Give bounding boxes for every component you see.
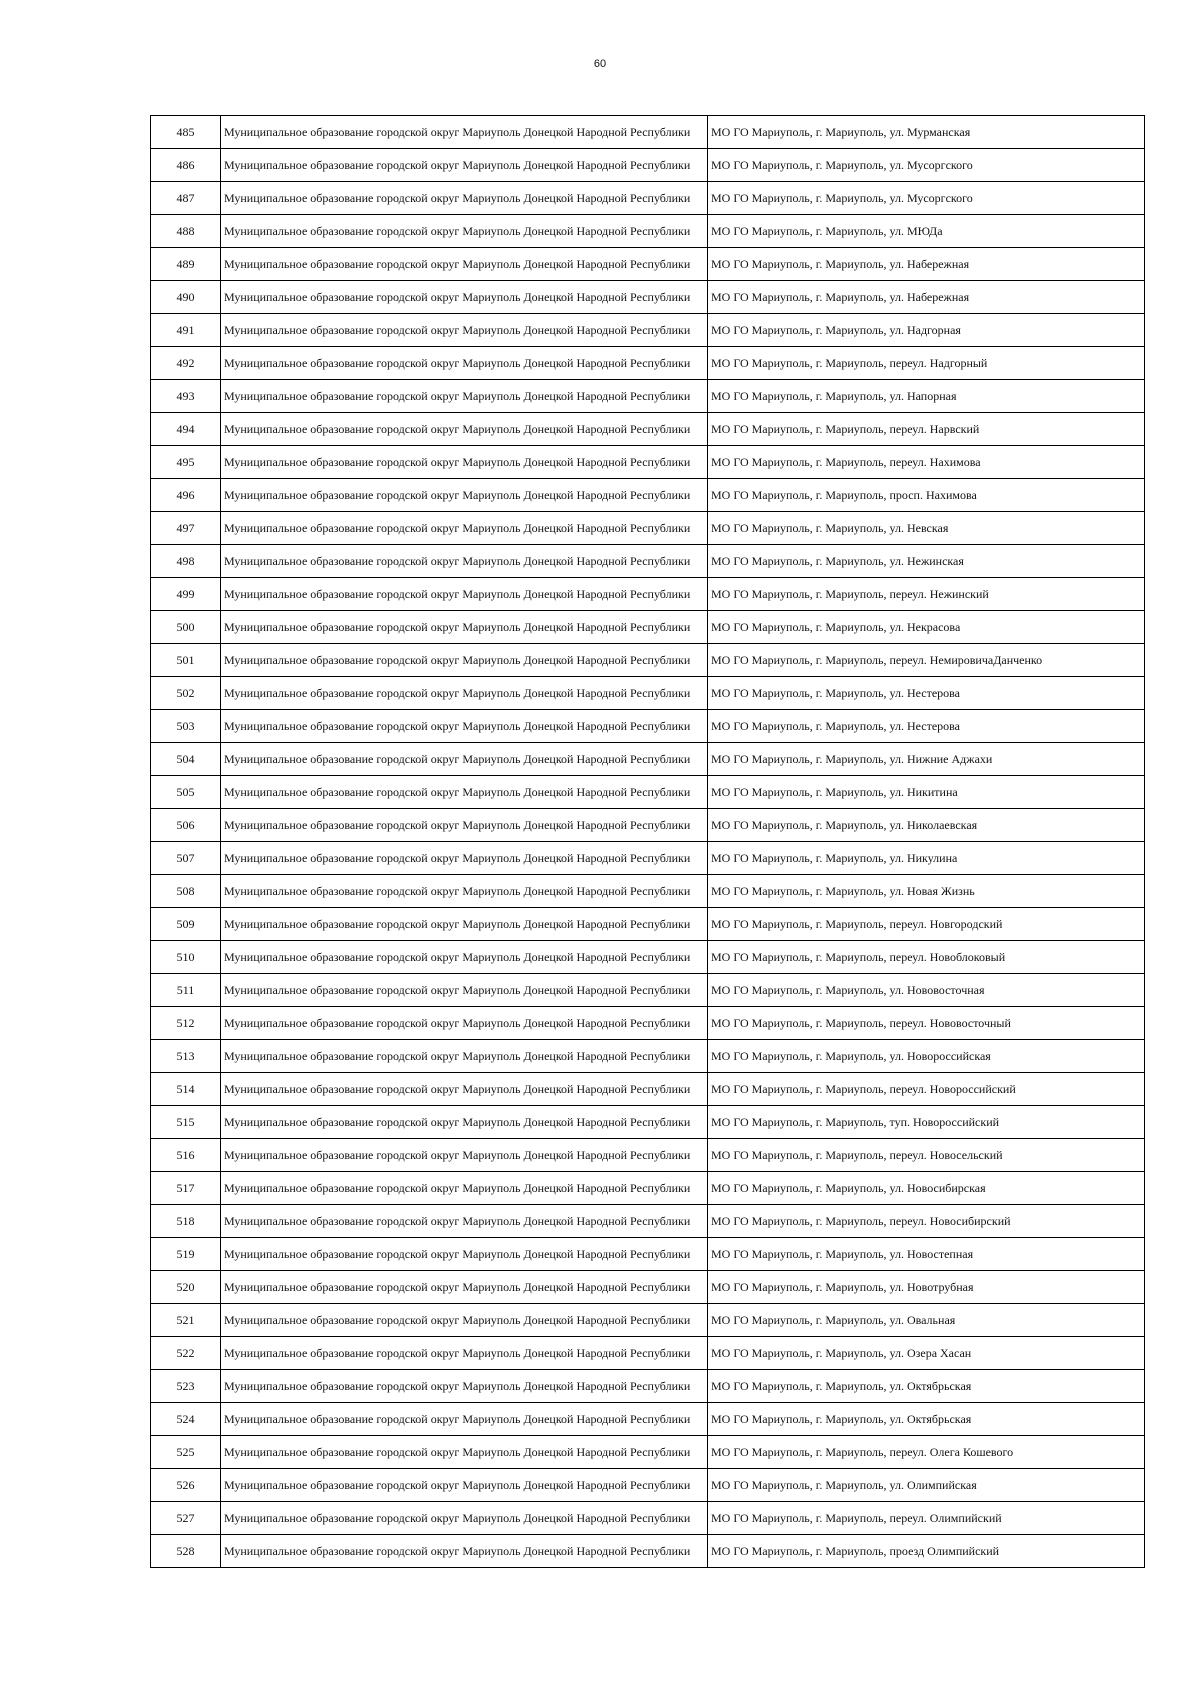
organization-cell: Муниципальное образование городской округ Мариуполь Донецкой Народной Республики xyxy=(221,1106,708,1139)
table-row xyxy=(151,578,1145,611)
row-number-cell: 519 xyxy=(151,1238,221,1271)
row-number-cell: 493 xyxy=(151,380,221,413)
organization-cell: Муниципальное образование городской округ Мариуполь Донецкой Народной Республики xyxy=(221,1172,708,1205)
address-cell: МО ГО Мариуполь, г. Мариуполь, ул. Напорная xyxy=(708,380,1145,413)
row-number-cell: 523 xyxy=(151,1370,221,1403)
organization-cell: Муниципальное образование городской округ Мариуполь Донецкой Народной Республики xyxy=(221,578,708,611)
address-cell: МО ГО Мариуполь, г. Мариуполь, ул. Надгорная xyxy=(708,314,1145,347)
address-cell: МО ГО Мариуполь, г. Мариуполь, переул. Новоблоковый xyxy=(708,941,1145,974)
address-cell: МО ГО Мариуполь, г. Мариуполь, ул. Набережная xyxy=(708,248,1145,281)
table-row xyxy=(151,1337,1145,1370)
row-number-cell: 485 xyxy=(151,116,221,149)
table-row xyxy=(151,1040,1145,1073)
table-row xyxy=(151,545,1145,578)
table-row xyxy=(151,1436,1145,1469)
row-number-cell: 502 xyxy=(151,677,221,710)
organization-cell: Муниципальное образование городской округ Мариуполь Донецкой Народной Республики xyxy=(221,512,708,545)
organization-cell: Муниципальное образование городской округ Мариуполь Донецкой Народной Республики xyxy=(221,380,708,413)
table-row xyxy=(151,1469,1145,1502)
address-cell: МО ГО Мариуполь, г. Мариуполь, просп. Нахимова xyxy=(708,479,1145,512)
organization-cell: Муниципальное образование городской округ Мариуполь Донецкой Народной Республики xyxy=(221,215,708,248)
organization-cell: Муниципальное образование городской округ Мариуполь Донецкой Народной Республики xyxy=(221,1238,708,1271)
row-number-cell: 512 xyxy=(151,1007,221,1040)
address-cell: МО ГО Мариуполь, г. Мариуполь, ул. Октябрьская xyxy=(708,1370,1145,1403)
address-cell: МО ГО Мариуполь, г. Мариуполь, ул. МЮДа xyxy=(708,215,1145,248)
row-number-cell: 506 xyxy=(151,809,221,842)
table-row xyxy=(151,1403,1145,1436)
row-number-cell: 494 xyxy=(151,413,221,446)
row-number-cell: 505 xyxy=(151,776,221,809)
address-cell: МО ГО Мариуполь, г. Мариуполь, ул. Мурманская xyxy=(708,116,1145,149)
row-number-cell: 527 xyxy=(151,1502,221,1535)
page-number: 60 xyxy=(593,58,607,70)
address-cell: МО ГО Мариуполь, г. Мариуполь, ул. Октябрьская xyxy=(708,1403,1145,1436)
organization-cell: Муниципальное образование городской округ Мариуполь Донецкой Народной Республики xyxy=(221,1139,708,1172)
address-cell: МО ГО Мариуполь, г. Мариуполь, переул. Новороссийский xyxy=(708,1073,1145,1106)
address-cell: МО ГО Мариуполь, г. Мариуполь, ул. Мусоргского xyxy=(708,149,1145,182)
organization-cell: Муниципальное образование городской округ Мариуполь Донецкой Народной Республики xyxy=(221,1370,708,1403)
organization-cell: Муниципальное образование городской округ Мариуполь Донецкой Народной Республики xyxy=(221,974,708,1007)
organization-cell: Муниципальное образование городской округ Мариуполь Донецкой Народной Республики xyxy=(221,1436,708,1469)
address-cell: МО ГО Мариуполь, г. Мариуполь, туп. Новороссийский xyxy=(708,1106,1145,1139)
row-number-cell: 496 xyxy=(151,479,221,512)
table-row xyxy=(151,776,1145,809)
row-number-cell: 515 xyxy=(151,1106,221,1139)
row-number-cell: 509 xyxy=(151,908,221,941)
organization-cell: Муниципальное образование городской округ Мариуполь Донецкой Народной Республики xyxy=(221,710,708,743)
row-number-cell: 499 xyxy=(151,578,221,611)
table-row xyxy=(151,1502,1145,1535)
organization-cell: Муниципальное образование городской округ Мариуполь Донецкой Народной Республики xyxy=(221,281,708,314)
address-cell: МО ГО Мариуполь, г. Мариуполь, переул. Нововосточный xyxy=(708,1007,1145,1040)
table-row xyxy=(151,1370,1145,1403)
table-row xyxy=(151,842,1145,875)
row-number-cell: 489 xyxy=(151,248,221,281)
organization-cell: Муниципальное образование городской округ Мариуполь Донецкой Народной Республики xyxy=(221,1535,708,1568)
address-cell: МО ГО Мариуполь, г. Мариуполь, ул. Некрасова xyxy=(708,611,1145,644)
address-cell: МО ГО Мариуполь, г. Мариуполь, переул. Новгородский xyxy=(708,908,1145,941)
row-number-cell: 498 xyxy=(151,545,221,578)
address-cell: МО ГО Мариуполь, г. Мариуполь, ул. Озера Хасан xyxy=(708,1337,1145,1370)
row-number-cell: 492 xyxy=(151,347,221,380)
address-cell: МО ГО Мариуполь, г. Мариуполь, ул. Нежинская xyxy=(708,545,1145,578)
address-cell: МО ГО Мариуполь, г. Мариуполь, ул. Николаевская xyxy=(708,809,1145,842)
table-row xyxy=(151,380,1145,413)
organization-cell: Муниципальное образование городской округ Мариуполь Донецкой Народной Республики xyxy=(221,479,708,512)
address-cell: МО ГО Мариуполь, г. Мариуполь, ул. Нестерова xyxy=(708,710,1145,743)
table-row xyxy=(151,974,1145,1007)
register-table-body xyxy=(151,116,1145,1568)
organization-cell: Муниципальное образование городской округ Мариуполь Донецкой Народной Республики xyxy=(221,1403,708,1436)
organization-cell: Муниципальное образование городской округ Мариуполь Донецкой Народной Республики xyxy=(221,1502,708,1535)
table-row xyxy=(151,1007,1145,1040)
address-cell: МО ГО Мариуполь, г. Мариуполь, ул. Нижние Аджахи xyxy=(708,743,1145,776)
organization-cell: Муниципальное образование городской округ Мариуполь Донецкой Народной Республики xyxy=(221,1271,708,1304)
organization-cell: Муниципальное образование городской округ Мариуполь Донецкой Народной Республики xyxy=(221,776,708,809)
table-row xyxy=(151,710,1145,743)
table-row xyxy=(151,446,1145,479)
address-cell: МО ГО Мариуполь, г. Мариуполь, ул. Новороссийская xyxy=(708,1040,1145,1073)
address-cell: МО ГО Мариуполь, г. Мариуполь, проезд Олимпийский xyxy=(708,1535,1145,1568)
organization-cell: Муниципальное образование городской округ Мариуполь Донецкой Народной Республики xyxy=(221,842,708,875)
table-row xyxy=(151,413,1145,446)
row-number-cell: 507 xyxy=(151,842,221,875)
row-number-cell: 510 xyxy=(151,941,221,974)
organization-cell: Муниципальное образование городской округ Мариуполь Донецкой Народной Республики xyxy=(221,743,708,776)
address-cell: МО ГО Мариуполь, г. Мариуполь, переул. НемировичаДанченко xyxy=(708,644,1145,677)
row-number-cell: 525 xyxy=(151,1436,221,1469)
table-row xyxy=(151,1139,1145,1172)
organization-cell: Муниципальное образование городской округ Мариуполь Донецкой Народной Республики xyxy=(221,182,708,215)
address-cell: МО ГО Мариуполь, г. Мариуполь, ул. Овальная xyxy=(708,1304,1145,1337)
organization-cell: Муниципальное образование городской округ Мариуполь Донецкой Народной Республики xyxy=(221,1304,708,1337)
organization-cell: Муниципальное образование городской округ Мариуполь Донецкой Народной Республики xyxy=(221,116,708,149)
table-row xyxy=(151,1172,1145,1205)
row-number-cell: 503 xyxy=(151,710,221,743)
table-row xyxy=(151,908,1145,941)
row-number-cell: 500 xyxy=(151,611,221,644)
organization-cell: Муниципальное образование городской округ Мариуполь Донецкой Народной Республики xyxy=(221,1205,708,1238)
table-row xyxy=(151,743,1145,776)
table-row xyxy=(151,347,1145,380)
row-number-cell: 504 xyxy=(151,743,221,776)
row-number-cell: 522 xyxy=(151,1337,221,1370)
table-row xyxy=(151,1205,1145,1238)
table-row xyxy=(151,1271,1145,1304)
row-number-cell: 520 xyxy=(151,1271,221,1304)
table-row xyxy=(151,1535,1145,1568)
row-number-cell: 490 xyxy=(151,281,221,314)
table-row xyxy=(151,611,1145,644)
organization-cell: Муниципальное образование городской округ Мариуполь Донецкой Народной Республики xyxy=(221,1469,708,1502)
address-cell: МО ГО Мариуполь, г. Мариуполь, ул. Новостепная xyxy=(708,1238,1145,1271)
organization-cell: Муниципальное образование городской округ Мариуполь Донецкой Народной Республики xyxy=(221,1007,708,1040)
organization-cell: Муниципальное образование городской округ Мариуполь Донецкой Народной Республики xyxy=(221,1040,708,1073)
address-cell: МО ГО Мариуполь, г. Мариуполь, переул. Олега Кошевого xyxy=(708,1436,1145,1469)
organization-cell: Муниципальное образование городской округ Мариуполь Донецкой Народной Республики xyxy=(221,611,708,644)
row-number-cell: 487 xyxy=(151,182,221,215)
address-cell: МО ГО Мариуполь, г. Мариуполь, переул. Надгорный xyxy=(708,347,1145,380)
address-cell: МО ГО Мариуполь, г. Мариуполь, переул. Новосибирский xyxy=(708,1205,1145,1238)
address-cell: МО ГО Мариуполь, г. Мариуполь, ул. Никитина xyxy=(708,776,1145,809)
organization-cell: Муниципальное образование городской округ Мариуполь Донецкой Народной Республики xyxy=(221,248,708,281)
address-cell: МО ГО Мариуполь, г. Мариуполь, ул. Новая Жизнь xyxy=(708,875,1145,908)
organization-cell: Муниципальное образование городской округ Мариуполь Донецкой Народной Республики xyxy=(221,875,708,908)
address-cell: МО ГО Мариуполь, г. Мариуполь, ул. Нестерова xyxy=(708,677,1145,710)
row-number-cell: 511 xyxy=(151,974,221,1007)
table-row xyxy=(151,512,1145,545)
row-number-cell: 488 xyxy=(151,215,221,248)
table-row xyxy=(151,941,1145,974)
row-number-cell: 524 xyxy=(151,1403,221,1436)
address-cell: МО ГО Мариуполь, г. Мариуполь, переул. Нежинский xyxy=(708,578,1145,611)
organization-cell: Муниципальное образование городской округ Мариуполь Донецкой Народной Республики xyxy=(221,809,708,842)
register-table xyxy=(150,115,1145,1568)
table-row xyxy=(151,281,1145,314)
row-number-cell: 508 xyxy=(151,875,221,908)
table-row xyxy=(151,809,1145,842)
organization-cell: Муниципальное образование городской округ Мариуполь Донецкой Народной Республики xyxy=(221,545,708,578)
organization-cell: Муниципальное образование городской округ Мариуполь Донецкой Народной Республики xyxy=(221,1073,708,1106)
organization-cell: Муниципальное образование городской округ Мариуполь Донецкой Народной Республики xyxy=(221,1337,708,1370)
table-row xyxy=(151,248,1145,281)
address-cell: МО ГО Мариуполь, г. Мариуполь, ул. Нововосточная xyxy=(708,974,1145,1007)
organization-cell: Муниципальное образование городской округ Мариуполь Донецкой Народной Республики xyxy=(221,941,708,974)
row-number-cell: 518 xyxy=(151,1205,221,1238)
table-row xyxy=(151,1304,1145,1337)
address-cell: МО ГО Мариуполь, г. Мариуполь, ул. Новосибирская xyxy=(708,1172,1145,1205)
row-number-cell: 516 xyxy=(151,1139,221,1172)
address-cell: МО ГО Мариуполь, г. Мариуполь, переул. Олимпийский xyxy=(708,1502,1145,1535)
address-cell: МО ГО Мариуполь, г. Мариуполь, ул. Невская xyxy=(708,512,1145,545)
table-row xyxy=(151,1106,1145,1139)
table-row xyxy=(151,644,1145,677)
row-number-cell: 495 xyxy=(151,446,221,479)
table-row xyxy=(151,314,1145,347)
table-row xyxy=(151,215,1145,248)
table-row xyxy=(151,149,1145,182)
table-row xyxy=(151,875,1145,908)
table-row xyxy=(151,182,1145,215)
row-number-cell: 526 xyxy=(151,1469,221,1502)
row-number-cell: 517 xyxy=(151,1172,221,1205)
table-row xyxy=(151,1238,1145,1271)
row-number-cell: 491 xyxy=(151,314,221,347)
address-cell: МО ГО Мариуполь, г. Мариуполь, ул. Никулина xyxy=(708,842,1145,875)
address-cell: МО ГО Мариуполь, г. Мариуполь, ул. Набережная xyxy=(708,281,1145,314)
organization-cell: Муниципальное образование городской округ Мариуполь Донецкой Народной Республики xyxy=(221,644,708,677)
address-cell: МО ГО Мариуполь, г. Мариуполь, ул. Мусоргского xyxy=(708,182,1145,215)
row-number-cell: 521 xyxy=(151,1304,221,1337)
row-number-cell: 513 xyxy=(151,1040,221,1073)
organization-cell: Муниципальное образование городской округ Мариуполь Донецкой Народной Республики xyxy=(221,314,708,347)
row-number-cell: 514 xyxy=(151,1073,221,1106)
row-number-cell: 486 xyxy=(151,149,221,182)
address-cell: МО ГО Мариуполь, г. Мариуполь, ул. Новотрубная xyxy=(708,1271,1145,1304)
address-cell: МО ГО Мариуполь, г. Мариуполь, переул. Новосельский xyxy=(708,1139,1145,1172)
table-row xyxy=(151,677,1145,710)
organization-cell: Муниципальное образование городской округ Мариуполь Донецкой Народной Республики xyxy=(221,677,708,710)
organization-cell: Муниципальное образование городской округ Мариуполь Донецкой Народной Республики xyxy=(221,413,708,446)
address-cell: МО ГО Мариуполь, г. Мариуполь, переул. Нарвский xyxy=(708,413,1145,446)
organization-cell: Муниципальное образование городской округ Мариуполь Донецкой Народной Республики xyxy=(221,446,708,479)
table-row xyxy=(151,116,1145,149)
row-number-cell: 528 xyxy=(151,1535,221,1568)
row-number-cell: 497 xyxy=(151,512,221,545)
organization-cell: Муниципальное образование городской округ Мариуполь Донецкой Народной Республики xyxy=(221,347,708,380)
table-row xyxy=(151,479,1145,512)
row-number-cell: 501 xyxy=(151,644,221,677)
address-cell: МО ГО Мариуполь, г. Мариуполь, ул. Олимпийская xyxy=(708,1469,1145,1502)
organization-cell: Муниципальное образование городской округ Мариуполь Донецкой Народной Республики xyxy=(221,149,708,182)
table-row xyxy=(151,1073,1145,1106)
organization-cell: Муниципальное образование городской округ Мариуполь Донецкой Народной Республики xyxy=(221,908,708,941)
address-cell: МО ГО Мариуполь, г. Мариуполь, переул. Нахимова xyxy=(708,446,1145,479)
